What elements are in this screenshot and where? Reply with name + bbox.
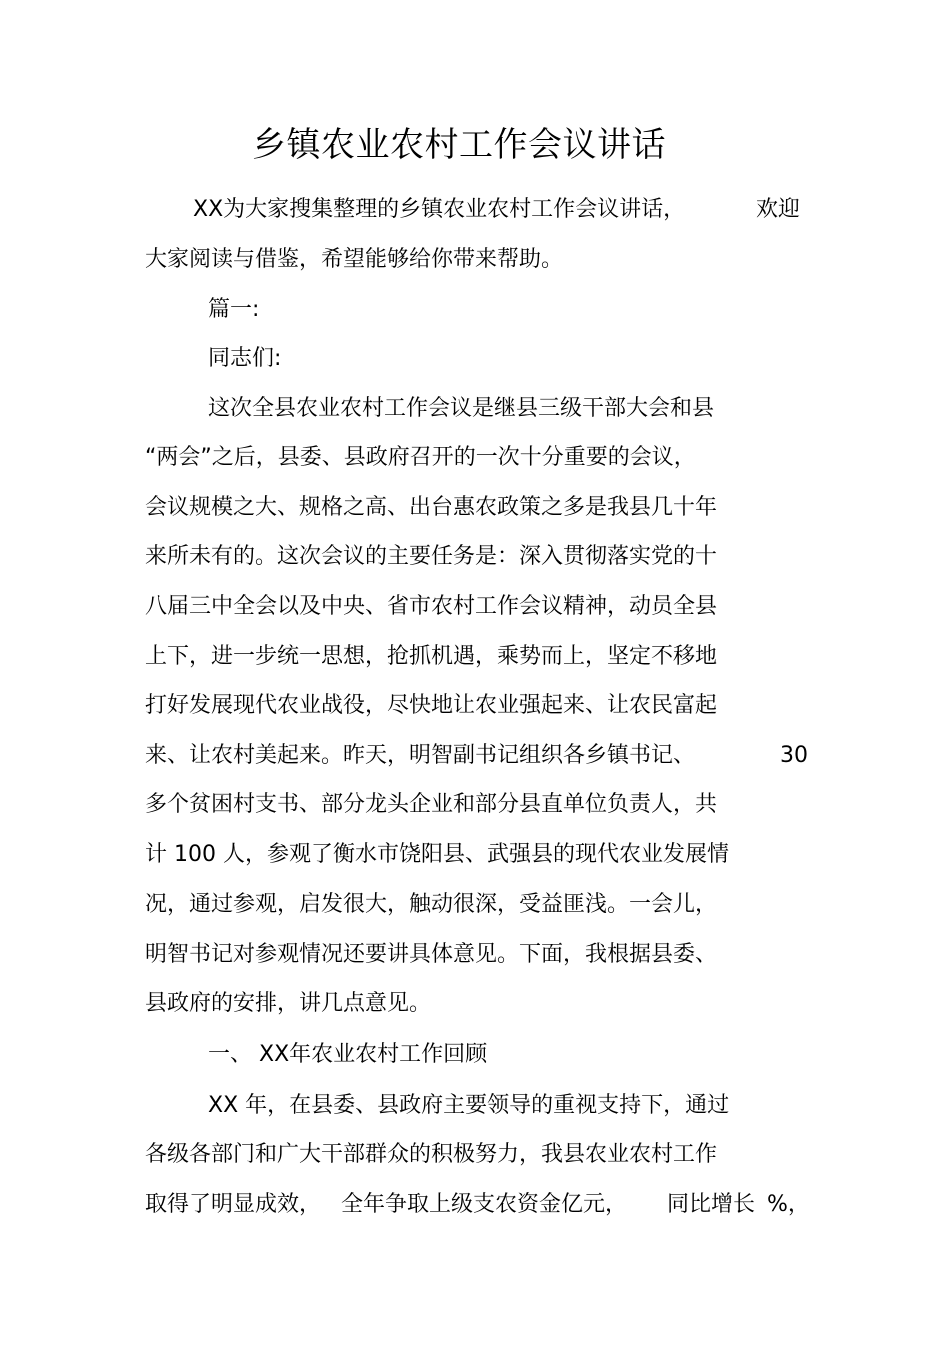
paragraph-line: 多个贫困村支书、部分龙头企业和部分县直单位负责人，共 — [145, 792, 718, 817]
section-label: 篇一: — [208, 297, 260, 322]
intro-line-1 — [193, 195, 808, 225]
section-heading: 一、 XX年农业农村工作回顾 — [208, 1042, 488, 1067]
paragraph-line: 县政府的安排，讲几点意见。 — [145, 991, 432, 1016]
paragraph-text-end: %， — [767, 1192, 810, 1217]
paragraph-text: 全年争取上级支农资金亿元， — [341, 1192, 628, 1217]
document-title: 乡镇农业农村工作会议讲话 — [252, 125, 666, 165]
paragraph-text-end: 30 — [780, 743, 808, 768]
paragraph-text: 来、让农村美起来。昨天，明智副书记组织各乡镇书记、 — [145, 743, 696, 768]
paragraph-line — [145, 741, 810, 771]
paragraph-line: 况，通过参观，启发很大，触动很深，受益匪浅。一会儿， — [145, 892, 718, 917]
paragraph-line: 八届三中全会以及中央、省市农村工作会议精神，动员全县 — [145, 594, 718, 619]
paragraph-line: 上下，进一步统一思想，抢抓机遇，乘势而上，坚定不移地 — [145, 644, 718, 669]
salutation: 同志们: — [208, 346, 282, 371]
paragraph-line: 明智书记对参观情况还要讲具体意见。下面，我根据县委、 — [145, 942, 718, 967]
paragraph-line: 计 100 人，参观了衡水市饶阳县、武强县的现代农业发展情 — [145, 842, 729, 867]
paragraph-line — [145, 1190, 810, 1220]
paragraph-text: 同比增长 — [667, 1192, 756, 1217]
paragraph-line: XX 年，在县委、县政府主要领导的重视支持下，通过 — [208, 1093, 730, 1118]
paragraph-line: 各级各部门和广大干部群众的积极努力，我县农业农村工作 — [145, 1142, 718, 1167]
paragraph-line: “两会”之后，县委、县政府召开的一次十分重要的会议， — [145, 445, 696, 470]
intro-text-end: 欢迎 — [756, 197, 801, 222]
paragraph-line: 来所未有的。这次会议的主要任务是：深入贯彻落实党的十 — [145, 544, 718, 569]
intro-text: XX为大家搜集整理的乡镇农业农村工作会议讲话， — [193, 197, 686, 222]
paragraph-text: 取得了明显成效， — [145, 1192, 322, 1217]
intro-line-2: 大家阅读与借鉴，希望能够给你带来帮助。 — [145, 247, 564, 272]
paragraph-line: 会议规模之大、规格之高、出台惠农政策之多是我县几十年 — [145, 495, 718, 520]
paragraph-line: 打好发展现代农业战役，尽快地让农业强起来、让农民富起 — [145, 693, 718, 718]
paragraph-line: 这次全县农业农村工作会议是继县三级干部大会和县 — [208, 396, 715, 421]
